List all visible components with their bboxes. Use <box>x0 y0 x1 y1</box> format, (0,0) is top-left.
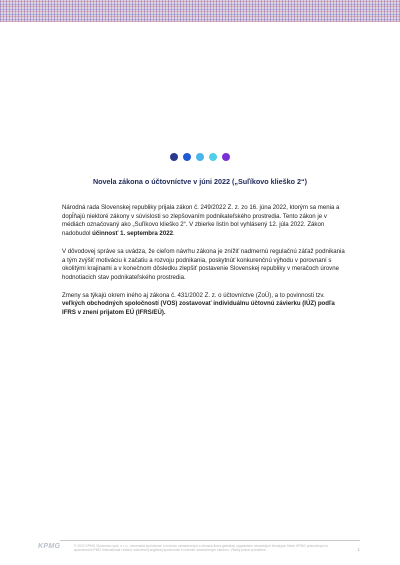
dot-1 <box>170 153 178 161</box>
document-title: Novela zákona o účtovníctve v júni 2022 („Suľíkovo klieško 2“) <box>92 177 308 186</box>
paragraph-1-end: . <box>173 230 175 238</box>
paragraph-1 <box>62 204 347 239</box>
dot-3 <box>196 153 204 161</box>
dot-4 <box>209 153 217 161</box>
paragraph-3 <box>62 292 347 318</box>
dot-2 <box>183 153 191 161</box>
footer-divider <box>60 540 360 541</box>
paragraph-1-text: Národná rada Slovenskej republiky prijala zákon č. 249/2022 Z. z. zo 16. júna 2022, ktorým sa menia a dopĺňajú niektoré zákony v súvislosti so zlepšovaním podnikateľského prostredia. Tento zákon je v médiách označovaný ako „Suľíkovo klieško 2“. V zbierke listín bol vyhlásený 12. júla 2022. Zákon nadobudol <box>62 204 340 238</box>
top-noise-strip <box>0 0 400 22</box>
paragraph-3-highlight: veľkých obchodných spoločností (VOS) zostavovať individuálnu účtovnú závierku (IÚZ) podľa IFRS v znení prijatom EÚ (IFRS/EÚ). <box>62 300 335 317</box>
decorative-dots <box>0 153 400 161</box>
paragraph-3-text: Zmeny sa týkajú okrem iného aj zákona č. 431/2002 Z. z. o účtovníctve (ZoÚ), a to povinnosti tzv. <box>62 291 325 299</box>
document-body <box>62 204 347 327</box>
footer-copyright: © 2022 KPMG Slovensko spol. s r. o., slovenská spoločnosť s ručením obmedzeným a členská firma globálnej organizácie nezávislých členských firiem KPMG pridružených k spoločnosti KPMG International Limited, súkromnej anglickej spoločnosti s ručením obmedzeným zárukou. Všetky práva vyhradené. <box>74 544 329 553</box>
kpmg-logo: KPMG <box>38 543 61 550</box>
paragraph-2: V dôvodovej správe sa uvádza, že cieľom návrhu zákona je znížiť nadmernú regulačnú záťaž podnikania a tým zvýšiť motiváciu k začatiu a rozvoju podnikania, poskytnúť konkurenčnú výhodu v porovnaní s okolitými krajinami a v konečnom dôsledku zlepšiť postavenie Slovenskej republiky v meračoch úrovne hodnotiacich stav podnikateľského prostredia. <box>62 247 345 281</box>
page-number: 1 <box>357 547 360 552</box>
dot-5 <box>222 153 230 161</box>
effective-date: účinnosť 1. septembra 2022 <box>92 230 173 238</box>
